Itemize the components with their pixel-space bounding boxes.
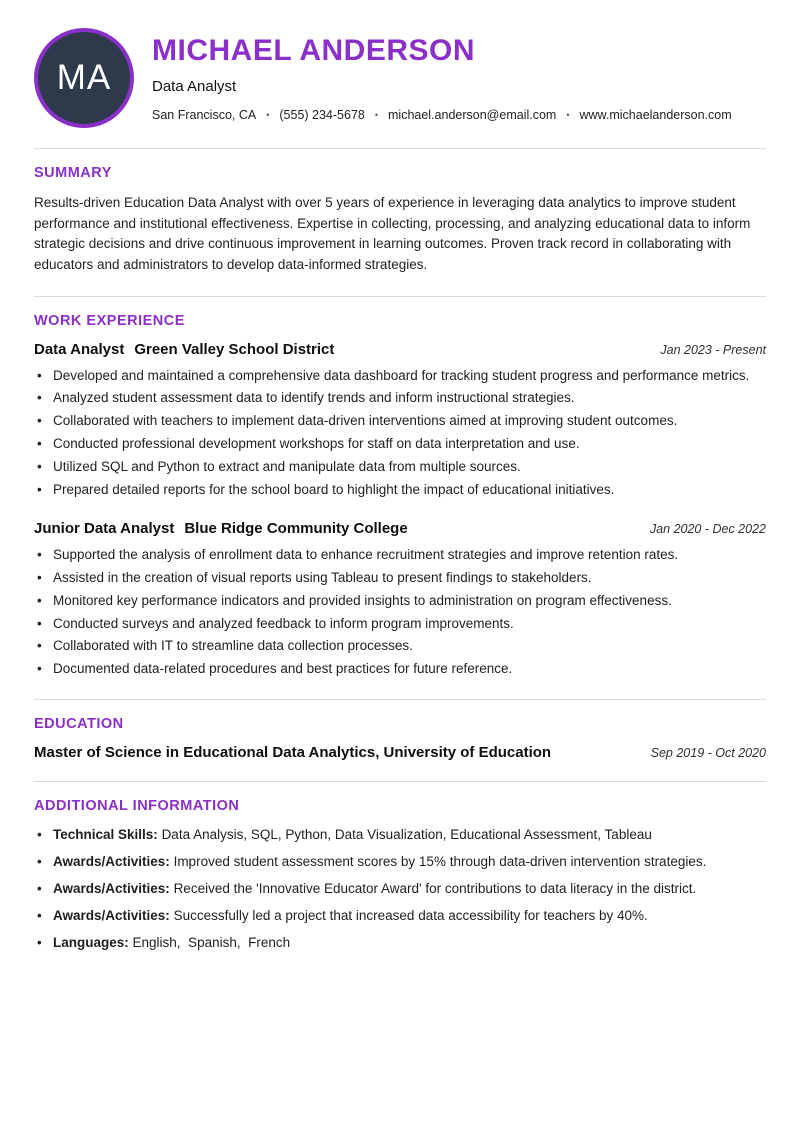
job-position: Data Analyst (34, 340, 125, 358)
education-section (34, 699, 766, 761)
job-entry (34, 520, 766, 679)
contact-line (152, 108, 732, 122)
additional-item-label: Technical Skills: (53, 827, 158, 843)
contact-phone: (555) 234-5678 (279, 108, 365, 122)
section-divider (34, 148, 766, 149)
header-text (152, 34, 732, 122)
dot-separator-icon: • (374, 110, 379, 120)
dot-separator-icon: • (266, 110, 270, 120)
job-entry (34, 341, 766, 500)
person-role: Data Analyst (152, 78, 237, 95)
avatar-initials: MA (56, 58, 112, 97)
additional-item-label: Awards/Activities: (53, 881, 170, 897)
education-entry (34, 744, 766, 761)
section-divider (34, 781, 766, 782)
education-degree: Master of Science in Educational Data Analytics, University of Education (34, 744, 552, 762)
job-bullet: • Monitored key performance indicators and provided insights to administration on program effectiveness. (34, 592, 766, 611)
education-dates: Sep 2019 - Oct 2020 (650, 746, 766, 761)
job-position: Junior Data Analyst (34, 519, 175, 537)
additional-information-section (34, 781, 766, 952)
additional-item-label: Awards/Activities: (53, 854, 170, 870)
job-bullet: • Conducted professional development workshops for staff on data interpretation and use. (34, 435, 766, 454)
person-name: MICHAEL ANDERSON (152, 34, 476, 67)
additional-item (34, 880, 766, 899)
additional-item-text: English, Spanish, French (132, 934, 291, 950)
job-bullet-list (34, 546, 766, 679)
additional-item-label: Awards/Activities: (53, 907, 170, 923)
job-bullet: • Conducted surveys and analyzed feedback to inform program improvements. (34, 615, 766, 634)
work-experience-section (34, 296, 766, 680)
job-bullet: • Assisted in the creation of visual reports using Tableau to present findings to stakeholders. (34, 569, 766, 588)
job-header (34, 341, 766, 358)
job-bullet: • Utilized SQL and Python to extract and manipulate data from multiple sources. (34, 458, 766, 477)
job-company: Green Valley School District (134, 340, 335, 358)
additional-item-text: Successfully led a project that increased data accessibility for teachers by 40%. (173, 907, 648, 923)
job-bullet: • Analyzed student assessment data to identify trends and inform instructional strategies. (34, 389, 766, 408)
job-bullet: • Supported the analysis of enrollment data to enhance recruitment strategies and improve retention rates. (34, 546, 766, 565)
summary-text: Results-driven Education Data Analyst with over 5 years of experience in leveraging data analytics to improve student performance and institutional effectiveness. Expertise in collecting, processing, and analyzing educational data to inform strategic decisions and drive continuous improvement in learning outcomes. Proven track record in collaborating with educators and administrators to develop data-informed strategies. (34, 195, 751, 272)
job-title-line (34, 341, 334, 358)
education-heading: EDUCATION (34, 716, 124, 733)
additional-item (34, 907, 766, 926)
contact-email: michael.anderson@email.com (388, 108, 557, 122)
section-divider (34, 699, 766, 700)
work-experience-heading: WORK EXPERIENCE (34, 312, 185, 329)
job-bullet-list (34, 367, 766, 500)
summary-section (34, 148, 766, 276)
job-bullet: • Collaborated with IT to streamline data collection processes. (34, 637, 766, 656)
additional-list (34, 826, 766, 952)
summary-heading: SUMMARY (34, 165, 112, 181)
resume-header (34, 28, 766, 128)
additional-item (34, 826, 766, 845)
contact-location: San Francisco, CA (152, 108, 257, 122)
additional-item-text: Data Analysis, SQL, Python, Data Visualization, Educational Assessment, Tableau (161, 827, 652, 843)
additional-item-label: Languages: (53, 934, 129, 950)
job-dates: Jan 2023 - Present (660, 342, 766, 357)
additional-information-heading: ADDITIONAL INFORMATION (34, 798, 240, 815)
additional-item (34, 934, 766, 953)
job-title-line (34, 520, 408, 537)
avatar (34, 28, 134, 128)
additional-item (34, 853, 766, 872)
job-bullet: • Developed and maintained a comprehensive data dashboard for tracking student progress and performance metrics. (34, 367, 766, 386)
job-dates: Jan 2020 - Dec 2022 (649, 521, 766, 536)
job-bullet: • Documented data-related procedures and best practices for future reference. (34, 660, 766, 679)
contact-website: www.michaelanderson.com (579, 108, 732, 122)
additional-item-text: Received the 'Innovative Educator Award' for contributions to data literacy in the district. (173, 881, 697, 897)
additional-item-text: Improved student assessment scores by 15% through data-driven intervention strategies. (173, 854, 707, 870)
job-header (34, 520, 766, 537)
section-divider (34, 296, 766, 297)
dot-separator-icon: • (566, 110, 570, 120)
job-company: Blue Ridge Community College (184, 519, 408, 537)
job-bullet: • Collaborated with teachers to implement data-driven interventions aimed at improving student outcomes. (34, 412, 766, 431)
job-bullet: • Prepared detailed reports for the school board to highlight the impact of educational initiatives. (34, 481, 766, 500)
